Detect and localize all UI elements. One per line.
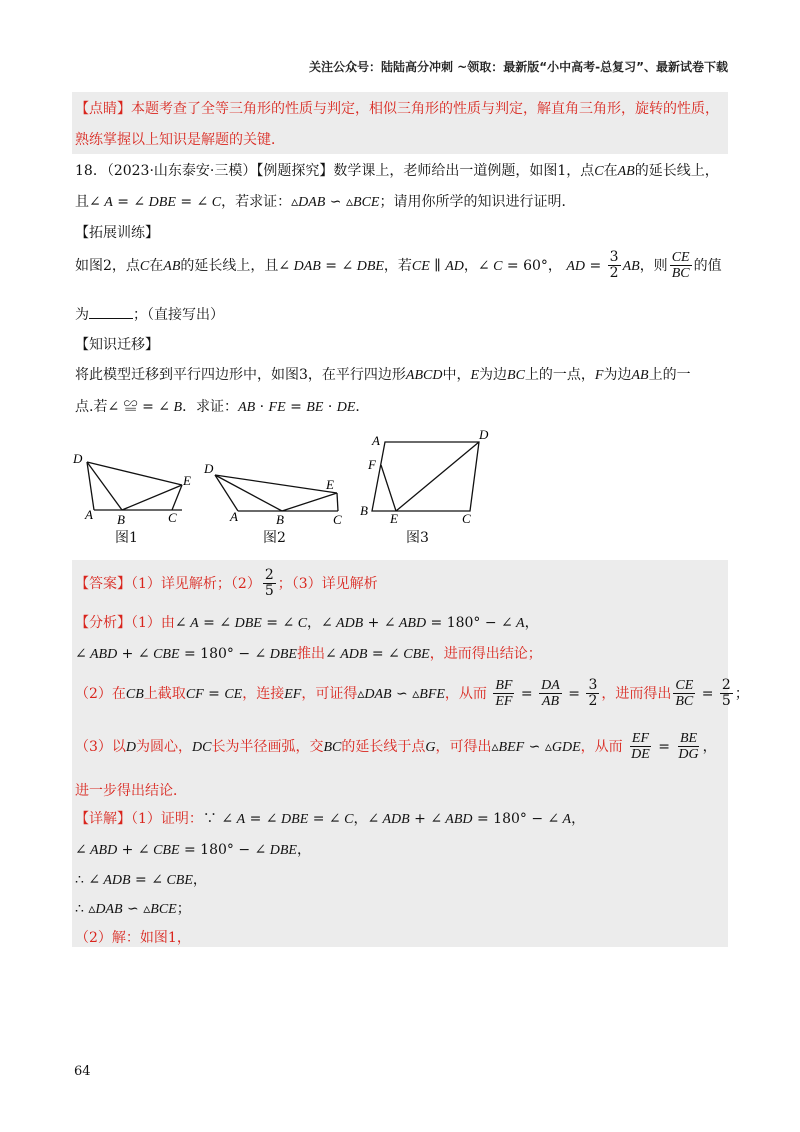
answer-line: 【答案】（1）详见解析；（2） $\frac{2}{5}$ ；（3）详见解析 <box>75 567 378 600</box>
svg-text:B: B <box>276 512 284 527</box>
figure-2-labels <box>203 461 342 527</box>
svg-text:B: B <box>117 512 125 527</box>
comment-tag: 【点睛】 <box>75 101 131 117</box>
svg-text:B: B <box>360 503 368 518</box>
transfer-line-2: 点.若∠ ≌ = ∠ B．求证：AB · FE = BE · DE． <box>75 399 370 415</box>
detail-line-2: ∠ ABD + ∠ CBE = 180° − ∠ DBE， <box>75 842 311 858</box>
analysis-tag: 【分析】 <box>75 615 131 631</box>
detail-tag: 【详解】 <box>75 811 131 827</box>
analysis-line-2: ∠ ABD + ∠ CBE = 180° − ∠ DBE推出∠ ADB = ∠ CBE，进而得出结论； <box>75 646 542 662</box>
detail-line-3: ∴ ∠ ADB = ∠ CBE， <box>75 872 207 888</box>
svg-text:E: E <box>326 477 334 492</box>
svg-text:D: D <box>479 427 489 442</box>
figure-2 <box>215 475 338 511</box>
analysis-line-1: 【分析】（1）由∠ A = ∠ DBE = ∠ C，∠ ADB + ∠ ABD = 180° − ∠ A， <box>75 615 539 631</box>
problem-line-1: 18．（2023·山东泰安·三模）【例题探究】数学课上，老师给出一道例题，如图1，点C在AB的延长线上， <box>75 163 719 179</box>
svg-text:C: C <box>333 512 342 527</box>
answer-tag: 【答案】 <box>75 575 131 592</box>
page-header: 关注公众号：陆陆高分冲刺 ~领取：最新版“小中高考-总复习”、最新试卷下载 <box>309 60 728 74</box>
figure-3 <box>372 442 479 511</box>
comment-line-1: 【点睛】本题考查了全等三角形的性质与判定，相似三角形的性质与判定，解直角三角形，旋转的性质， <box>75 101 719 117</box>
detail-line-4: ∴ ▵DAB ∽ ▵BCE； <box>75 901 191 917</box>
analysis-line-4: （3）以D为圆心，DC长为半径画弧，交BC的延长线于点G，可得出▵BEF ∽ ▵GDE，从而 $\frac{EF}{DE}$ = $\frac{BE}{DG}$ ， <box>75 731 717 763</box>
page-number: 64 <box>74 1064 91 1079</box>
svg-text:A: A <box>230 509 238 524</box>
problem-extend-line: 如图2，点C在AB的延长线上，且∠ DAB = ∠ DBE，若CE ∥ AD，∠ C = 60°， AD = $\frac{3}{2}$ AB，则 $\frac{CE}{BC}$ 的值 <box>75 249 722 282</box>
section-transfer: 【知识迁移】 <box>75 337 159 353</box>
analysis-line-3: （2）在CB上截取CF = CE，连接EF，可证得▵DAB ∽ ▵BFE，从而 $\frac{BF}{EF}$ = $\frac{DA}{AB}$ = $\frac{3}{2}$ ，进而得出 $\frac{CE}{BC}$ = $\frac{2}{5}$ ； <box>75 677 749 710</box>
svg-text:A: A <box>85 507 93 522</box>
problem-blank-line: 为 ；（直接写出） <box>75 307 224 323</box>
detail-line-5: （2）解：如图1， <box>75 930 191 946</box>
problem-line-2: 且∠ A = ∠ DBE = ∠ C，若求证：▵DAB ∽ ▵BCE；请用你所学的知识进行证明． <box>75 194 576 210</box>
svg-text:E: E <box>183 473 191 488</box>
svg-text:A: A <box>372 433 380 448</box>
figure-1 <box>87 462 182 510</box>
comment-line-2: 熟练掌握以上知识是解题的关键． <box>75 132 285 148</box>
answer-blank[interactable] <box>89 318 133 319</box>
svg-text:D: D <box>73 451 83 466</box>
svg-text:C: C <box>462 511 471 526</box>
section-extend: 【拓展训练】 <box>75 225 159 241</box>
figure-2-caption: 图2 <box>263 530 286 546</box>
detail-line-1: 【详解】（1）证明：∵ ∠ A = ∠ DBE = ∠ C，∠ ADB + ∠ ABD = 180° − ∠ A， <box>75 811 586 827</box>
transfer-line-1: 将此模型迁移到平行四边形中，如图3，在平行四边形ABCD中，E为边BC上的一点，F为边AB上的一 <box>75 367 691 383</box>
svg-text:D: D <box>204 461 214 476</box>
svg-text:F: F <box>368 457 376 472</box>
svg-text:C: C <box>168 510 177 525</box>
figure-3-caption: 图3 <box>406 530 429 546</box>
figure-1-caption: 图1 <box>115 530 138 546</box>
svg-text:E: E <box>390 511 398 526</box>
analysis-line-5: 进一步得出结论． <box>75 783 187 799</box>
